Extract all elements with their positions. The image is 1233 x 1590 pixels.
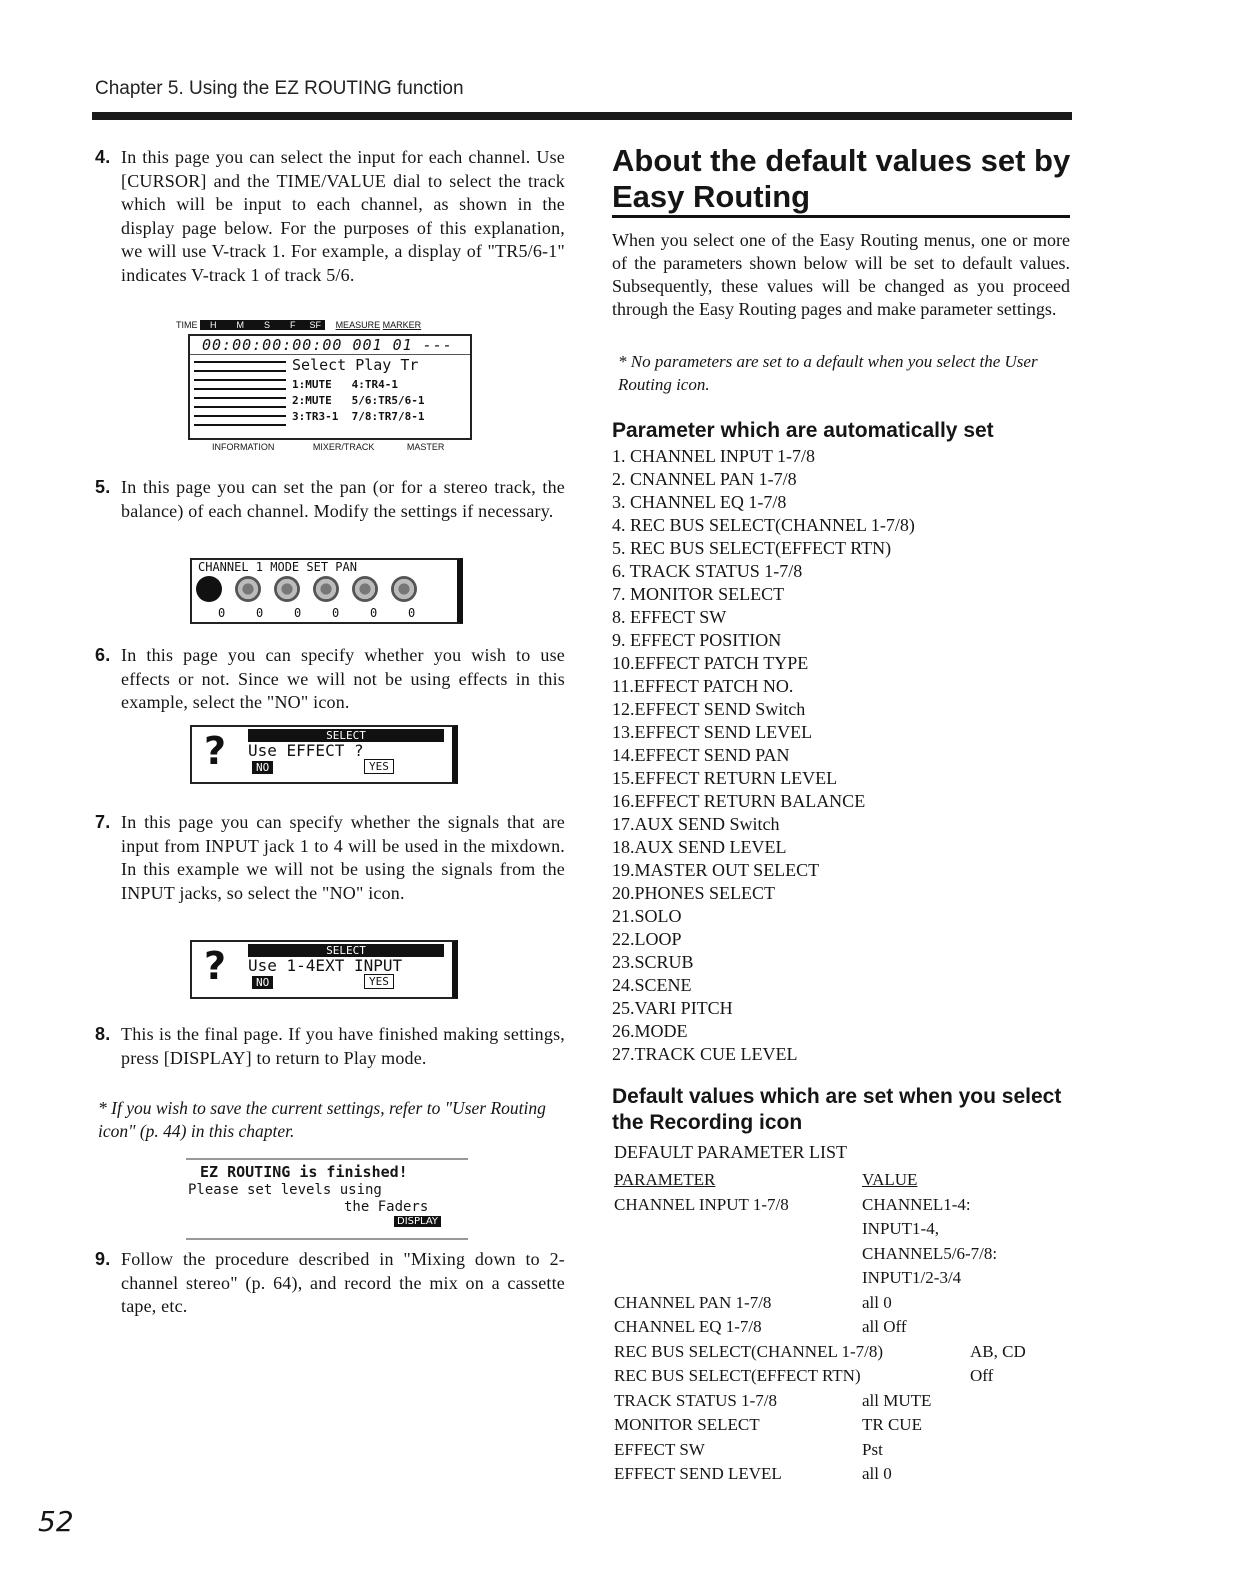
pan-knob: [352, 576, 378, 602]
param-cell: TRACK STATUS 1-7/8: [614, 1390, 777, 1410]
lcd-label-marker: MARKER: [382, 320, 422, 330]
step-text: In this page you can specify whether the signals that are input from INPUT jack 1 to 4 will be used in the mixdown. In this example we will not be using the signals from the INPUT jacks, so select the "NO" icon.: [121, 812, 565, 903]
param-cell: CHANNEL INPUT 1-7/8: [614, 1194, 789, 1214]
param-cell: MONITOR SELECT: [614, 1415, 760, 1434]
step-number: 8.: [95, 1024, 111, 1044]
lcd-row-3: 3:TR3-1 7/8:TR7/8-1: [292, 410, 425, 423]
pan-knob: [235, 576, 261, 602]
step-number: 9.: [95, 1249, 111, 1269]
lcd-label-m: M: [227, 320, 255, 330]
param-cell: EFFECT SEND LEVEL: [614, 1464, 782, 1483]
param-cell: REC BUS SELECT(CHANNEL 1-7/8): [614, 1341, 884, 1361]
lcd1-screen: [188, 334, 472, 440]
list-item: 4. REC BUS SELECT(CHANNEL 1-7/8): [612, 515, 915, 535]
value-cell-wide: Off: [970, 1366, 994, 1385]
list-item: 6. TRACK STATUS 1-7/8: [612, 561, 803, 581]
column-header-parameter: PARAMETER: [614, 1170, 716, 1189]
step-number: 5.: [95, 477, 111, 497]
list-item: 17.AUX SEND Switch: [612, 814, 780, 834]
lcd-meters: [194, 358, 286, 430]
lcd-set-pan: [190, 558, 463, 624]
list-item: 15.EFFECT RETURN LEVEL: [612, 768, 838, 788]
lcd-select-header: SELECT: [248, 944, 444, 957]
list-item: 1. CHANNEL INPUT 1-7/8: [612, 446, 815, 466]
lcd-label-s: S: [254, 320, 280, 330]
question-icon: ?: [204, 944, 227, 988]
lcd-effect-text: Use EFFECT ?: [248, 741, 364, 760]
step-text: In this page you can specify whether you wish to use effects or not. Since we will not be using effects in this example, select the "NO" icon.: [121, 645, 565, 712]
lcd-label-information: INFORMATION: [212, 442, 275, 452]
lcd-faders-line: the Faders: [344, 1199, 429, 1215]
lcd-use-effect: [190, 725, 458, 784]
lcd-use-ext-input: [190, 940, 458, 999]
step-text: Follow the procedure described in "Mixing down to 2-channel stereo" (p. 64), and record the mix on a cassette tape, etc.: [121, 1249, 565, 1316]
list-item: 2. CNANNEL PAN 1-7/8: [612, 469, 797, 489]
lcd-counter: 00:00:00:00:00 001 01 ---: [190, 336, 470, 355]
lcd-row-1: 1:MUTE 4:TR4-1: [292, 378, 398, 391]
step-7: [95, 811, 565, 905]
lcd-label-mixer-track: MIXER/TRACK: [312, 442, 375, 452]
param-cell: REC BUS SELECT(EFFECT RTN): [614, 1366, 861, 1385]
list-item: 5. REC BUS SELECT(EFFECT RTN): [612, 538, 892, 558]
auto-parameter-list: [612, 445, 915, 1066]
pan-knob: [391, 576, 417, 602]
lcd-select-header: SELECT: [248, 729, 444, 742]
heading-rule: [612, 215, 1070, 218]
step-text: In this page you can select the input for each channel. Use [CURSOR] and the TIME/VALUE dial to select the track which will be input to each channel, as shown in the display page below. For the purposes of this explanation, we will use V-track 1. For example, a display of "TR5/6-1" indicates V-track 1 of track 5/6.: [121, 147, 565, 285]
list-item: 3. CHANNEL EQ 1-7/8: [612, 492, 787, 512]
lcd-label-time: TIME: [176, 320, 198, 330]
step-8: [95, 1023, 565, 1070]
step-5: [95, 476, 565, 523]
lcd-pan-title: CHANNEL 1 MODE SET PAN: [198, 560, 357, 574]
pan-knob: [196, 576, 222, 602]
value-cell: all MUTE: [862, 1390, 932, 1410]
chapter-header: Chapter 5. Using the EZ ROUTING function: [95, 78, 464, 99]
lcd-label-measure: MEASURE: [335, 320, 381, 330]
lcd-row-2: 2:MUTE 5/6:TR5/6-1: [292, 394, 425, 407]
pan-knob: [313, 576, 339, 602]
list-item: 7. MONITOR SELECT: [612, 584, 785, 604]
list-item: 24.SCENE: [612, 975, 692, 995]
list-item: 10.EFFECT PATCH TYPE: [612, 653, 809, 673]
yes-button[interactable]: YES: [364, 974, 394, 989]
list-item: 16.EFFECT RETURN BALANCE: [612, 791, 866, 811]
param-cell: EFFECT SW: [614, 1439, 705, 1459]
list-item: 13.EFFECT SEND LEVEL: [612, 722, 813, 742]
lcd-label-sf: SF: [306, 320, 326, 330]
pan-knob: [274, 576, 300, 602]
list-item: 8. EFFECT SW: [612, 607, 727, 627]
step-text: In this page you can set the pan (or for a stereo track, the balance) of each channel. Modify the settings if necessary.: [121, 477, 565, 521]
column-header-value: VALUE: [862, 1170, 918, 1189]
param-cell: CHANNEL EQ 1-7/8: [614, 1317, 762, 1336]
lcd-pan-knobs: [192, 576, 457, 606]
value-cell: INPUT1/2-3/4: [862, 1268, 962, 1287]
value-cell: all 0: [862, 1292, 892, 1312]
list-item: 12.EFFECT SEND Switch: [612, 699, 806, 719]
lcd-label-h: H: [200, 320, 227, 330]
lcd-finished-line: EZ ROUTING is finished!: [200, 1163, 408, 1181]
value-cell: Pst: [862, 1439, 883, 1459]
lcd-select-play-track: [176, 318, 471, 458]
subheading-auto-params: Parameter which are automatically set: [612, 419, 994, 442]
list-item: 19.MASTER OUT SELECT: [612, 860, 820, 880]
list-item: 23.SCRUB: [612, 952, 694, 972]
step-number: 4.: [95, 147, 111, 167]
list-item: 11.EFFECT PATCH NO.: [612, 676, 794, 696]
pan-value: 0: [370, 606, 378, 620]
lcd-input-text: Use 1-4EXT INPUT: [248, 956, 403, 975]
lcd-levels-line: Please set levels using: [188, 1182, 382, 1198]
step-8-note: * If you wish to save the current settings, refer to "User Routing icon" (p. 44) in this chapter.: [98, 1098, 546, 1141]
pan-value: 0: [332, 606, 340, 620]
header-rule: [92, 112, 1072, 120]
step-9: [95, 1248, 565, 1319]
list-item: 22.LOOP: [612, 929, 682, 949]
step-4: [95, 146, 565, 287]
list-item: 27.TRACK CUE LEVEL: [612, 1044, 798, 1064]
no-button[interactable]: NO: [252, 976, 273, 989]
list-item: 25.VARI PITCH: [612, 998, 733, 1018]
lcd-label-f: F: [280, 320, 306, 330]
user-routing-note: * No parameters are set to a default when you select the User Routing icon.: [618, 352, 1038, 394]
intro-paragraph: When you select one of the Easy Routing menus, one or more of the parameters shown below will be set to default values. Subsequently, these values will be changed as you proceed through the Easy Routing pages and make parameter settings.: [612, 230, 1070, 319]
list-item: 20.PHONES SELECT: [612, 883, 776, 903]
lcd-title: Select Play Tr: [292, 356, 419, 374]
page-number: 52: [38, 1505, 74, 1538]
list-item: 26.MODE: [612, 1021, 688, 1041]
lcd-ez-routing-finished: [186, 1158, 468, 1240]
yes-button[interactable]: YES: [364, 759, 394, 774]
default-list-title: DEFAULT PARAMETER LIST: [614, 1142, 848, 1162]
step-6: [95, 644, 565, 715]
pan-value: 0: [294, 606, 302, 620]
question-icon: ?: [204, 729, 227, 773]
pan-value: 0: [218, 606, 226, 620]
list-item: 18.AUX SEND LEVEL: [612, 837, 787, 857]
subheading-recording-defaults: Default values which are set when you select the Recording icon: [612, 1085, 1062, 1134]
list-item: 21.SOLO: [612, 906, 682, 926]
value-cell: CHANNEL5/6-7/8:: [862, 1243, 998, 1263]
step-text: This is the final page. If you have finished making settings, press [DISPLAY] to return to Play mode.: [121, 1024, 565, 1068]
value-cell-wide: AB, CD: [970, 1341, 1026, 1361]
value-cell: all Off: [862, 1317, 907, 1336]
list-item: 14.EFFECT SEND PAN: [612, 745, 790, 765]
value-cell: all 0: [862, 1464, 892, 1483]
lcd-label-master: MASTER: [406, 442, 445, 452]
param-cell: CHANNEL PAN 1-7/8: [614, 1292, 772, 1312]
value-cell: CHANNEL1-4:: [862, 1194, 971, 1214]
display-button[interactable]: DISPLAY: [394, 1216, 441, 1227]
pan-value: 0: [408, 606, 416, 620]
step-number: 6.: [95, 645, 111, 665]
no-button[interactable]: NO: [252, 761, 273, 774]
step-number: 7.: [95, 812, 111, 832]
section-heading: About the default values set by Easy Routing: [612, 143, 1071, 214]
pan-value: 0: [256, 606, 264, 620]
list-item: 9. EFFECT POSITION: [612, 630, 782, 650]
value-cell: INPUT1-4,: [862, 1219, 939, 1238]
value-cell: TR CUE: [862, 1415, 922, 1434]
